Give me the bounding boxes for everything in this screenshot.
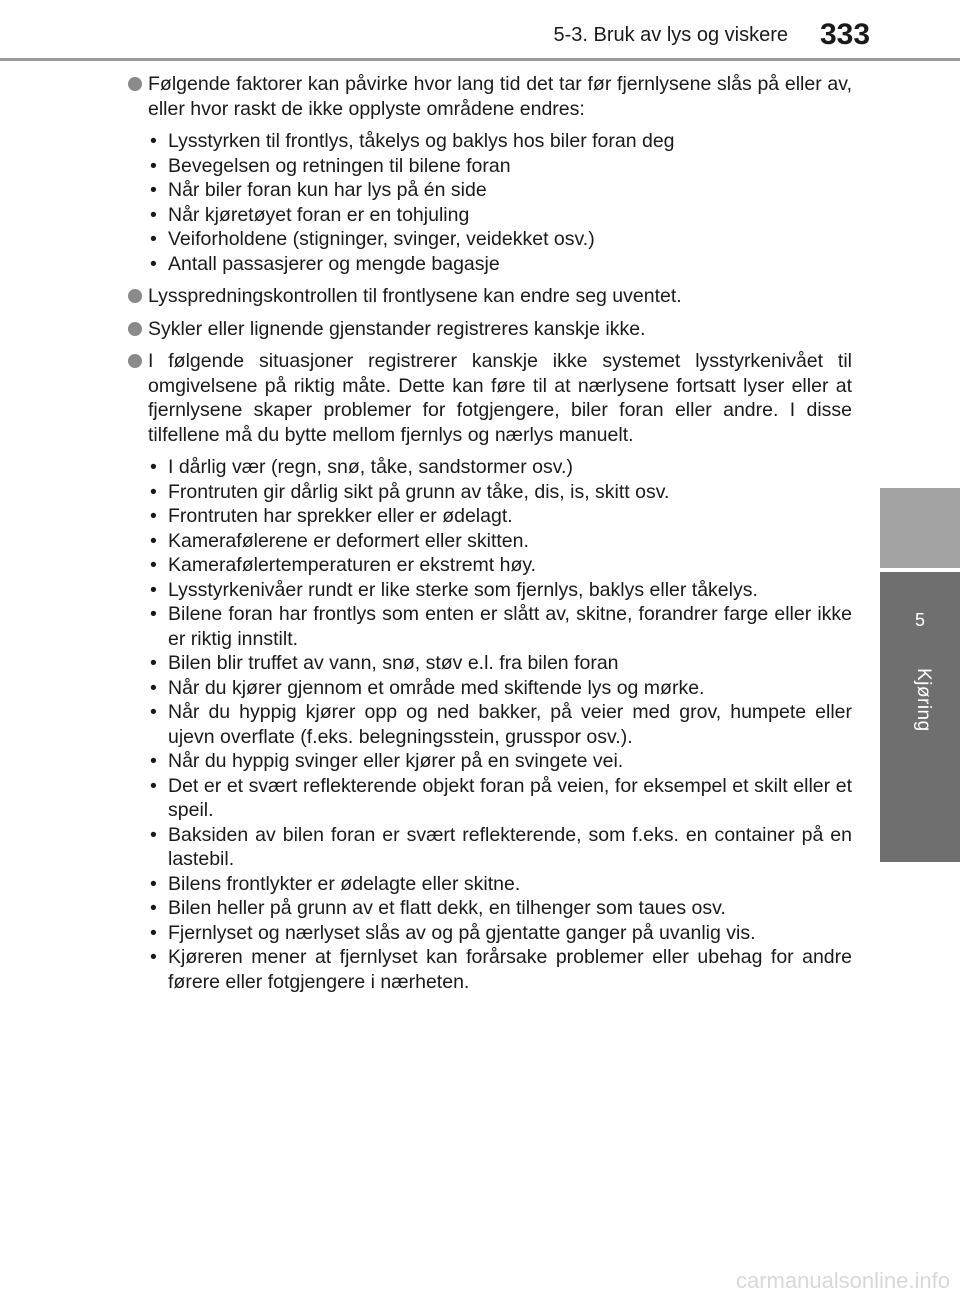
list-item: • Kamerafølerene er deformert eller skitten. — [150, 529, 529, 552]
list-item: • Bilene foran har frontlys som enten er slått av, skitne, forandrer farge eller ikke er riktig innstilt. — [150, 603, 852, 650]
list-item: • Fjernlyset og nærlyset slås av og på gjentatte ganger på uvanlig vis. — [150, 921, 756, 944]
paragraph-text: Følgende faktorer kan påvirke hvor lang tid det tar før fjernlysene slås på eller av, eller hvor raskt de ikke opplyste områdene endres: — [148, 73, 852, 120]
list-item: • Bilen heller på grunn av et flatt dekk, en tilhenger som taues osv. — [150, 897, 726, 919]
factor-list — [128, 129, 852, 276]
list-item: • Kamerafølertemperaturen er ekstremt høy. — [150, 554, 537, 576]
list-item: • Kjøreren mener at fjernlyset kan forårsake problemer eller ubehag for andre førere eller fotgjengere i nærheten. — [150, 946, 852, 993]
list-item: • Antall passasjerer og mengde bagasje — [150, 252, 500, 275]
paragraph-text: Sykler eller lignende gjenstander registreres kanskje ikke. — [148, 317, 646, 340]
chapter-label: Kjøring — [913, 668, 934, 732]
bullet-paragraph — [128, 284, 852, 309]
list-item: • Når kjøretøyet foran er en tohjuling — [150, 203, 470, 226]
chapter-number: 5 — [914, 610, 925, 630]
header-divider — [0, 58, 960, 61]
list-item: • Frontruten gir dårlig sikt på grunn av tåke, dis, is, skitt osv. — [150, 480, 670, 503]
bullet-dot-icon — [128, 322, 142, 336]
list-item: • I dårlig vær (regn, snø, tåke, sandstormer osv.) — [150, 456, 573, 478]
section-title: 5-3. Bruk av lys og viskere — [553, 24, 788, 46]
page-content — [128, 72, 852, 1002]
bullet-paragraph — [128, 72, 852, 121]
watermark: carmanualsonline.info — [735, 1268, 950, 1293]
bullet-paragraph — [128, 317, 852, 342]
paragraph-text: Lysspredningskontrollen til frontlysene kan endre seg uventet. — [148, 285, 682, 307]
list-item: • Lysstyrken til frontlys, tåkelys og baklys hos biler foran deg — [150, 130, 675, 152]
list-item: • Frontruten har sprekker eller er ødelagt. — [150, 505, 513, 527]
list-item: • Når du hyppig svinger eller kjører på en svingete vei. — [150, 750, 624, 772]
bullet-dot-icon — [128, 289, 142, 303]
page-number: 333 — [820, 18, 871, 51]
list-item: • Bevegelsen og retningen til bilene foran — [150, 154, 511, 177]
list-item: • Når du kjører gjennom et område med skiftende lys og mørke. — [150, 676, 705, 699]
situation-list — [128, 455, 852, 994]
list-item: • Bilen blir truffet av vann, snø, støv e.l. fra bilen foran — [150, 652, 619, 674]
paragraph-text: I følgende situasjoner registrerer kanskje ikke systemet lysstyrkenivået til omgivelsene på riktig måte. Dette kan føre til at nærlysene fortsatt lyser eller at fjernlysene skaper problemer for fotgjengere, biler foran eller andre. I disse tilfellene må du bytte mellom fjernlys og nærlys manuelt. — [148, 350, 852, 446]
bullet-paragraph — [128, 349, 852, 447]
list-item: • Det er et svært reflekterende objekt foran på veien, for eksempel et skilt eller et speil. — [150, 774, 852, 821]
bullet-dot-icon — [128, 354, 142, 368]
chapter-tab — [880, 572, 960, 862]
list-item: • Når du hyppig kjører opp og ned bakker, på veier med grov, humpete eller ujevn overflate (f.eks. belegningsstein, grusspor osv.). — [150, 701, 852, 748]
bullet-dot-icon — [128, 77, 142, 91]
list-item: • Bilens frontlykter er ødelagte eller skitne. — [150, 872, 521, 895]
list-item: • Veiforholdene (stigninger, svinger, veidekket osv.) — [150, 228, 595, 250]
list-item: • Baksiden av bilen foran er svært reflekterende, som f.eks. en container på en lastebil. — [150, 823, 852, 870]
list-item: • Lysstyrkenivåer rundt er like sterke som fjernlys, baklys eller tåkelys. — [150, 578, 758, 601]
side-tab-top — [880, 488, 960, 568]
list-item: • Når biler foran kun har lys på én side — [150, 179, 487, 201]
